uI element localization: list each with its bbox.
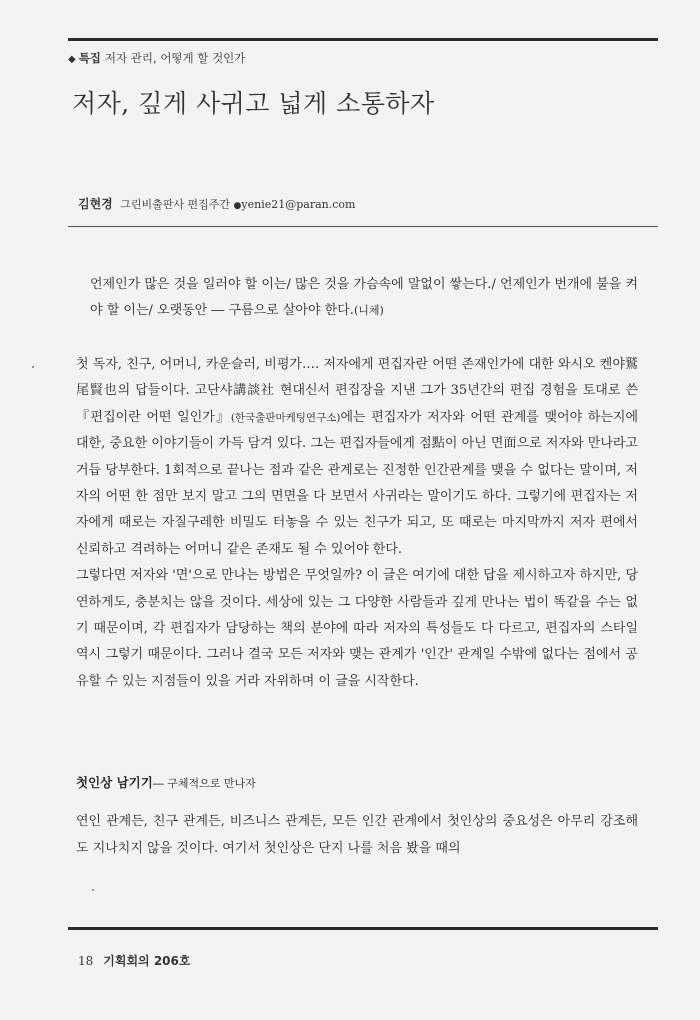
author-name: 김현경 [78,197,113,211]
publisher-note: (한국출판마케팅연구소) [230,411,341,424]
bullet-icon: ● [233,201,242,211]
diamond-icon: ◆ [68,54,76,65]
bottom-rule [68,927,658,930]
article-title: 저자, 깊게 사귀고 넓게 소통하자 [72,89,435,118]
page-footer [78,952,190,969]
section-subhead [76,773,256,791]
epigraph [90,272,638,324]
body-paragraph-1-b: 에는 편집자가 저자와 어떤 관계를 맺어야 하는지에 대한, 중요한 이야기들이 가득 담겨 있다. 그는 편집자들에게 점點이 아닌 면面으로 저자와 만나라고 거듭 당부한다. 1회적으로 끝나는 점과 같은 관계로는 진정한 인간관계를 맺을 수 없다는 말이며, 저자의 어떤 한 점만 보지 말고 그의 면면을 다 보면서 사귀라는 말이기도 하다. 그렇기에 편집자는 저자에게 때로는 자질구레한 비밀도 터놓을 수 있는 친구가 되고, 또 때로는 마지막까지 저자 편에서 신뢰하고 격려하는 어머니 같은 존재도 될 수 있어야 한다. [76,409,638,557]
author-email: yenie21@paran.com [241,198,356,211]
article-body [76,352,638,695]
epigraph-source: (니체) [353,304,384,317]
section-label: 특집 [78,51,101,65]
body-paragraph-3: 연인 관계든, 친구 관계든, 비즈니스 관계든, 모든 인간 관계에서 첫인상의 중요성은 아무리 강조해도 지나치지 않을 것이다. 여기서 첫인상은 단지 나를 처음 봤을 때의 [76,814,638,856]
section-tag [68,50,245,66]
body-paragraph-2: 그렇다면 저자와 '면'으로 만나는 방법은 무엇일까? 이 글은 여기에 대한 답을 제시하고자 하지만, 당연하게도, 충분치는 않을 것이다. 세상에 있는 그 다양한 사람들과 깊게 만나는 법이 똑같을 수는 없기 때문이며, 각 편집자가 담당하는 책의 분야에 따라 저자의 특성들도 다 다르고, 편집자의 스타일 역시 그렇기 때문이다. 그러나 결국 모든 저자와 맺는 관계가 '인간' 관계일 수밖에 없다는 점에서 공유할 수 있는 지점들이 있을 거라 자위하며 이 글을 시작한다. [76,568,638,689]
section-topic: 저자 관리, 어떻게 할 것인가 [104,51,246,65]
page-number: 18 [78,954,94,968]
speck-mark [32,366,34,368]
top-rule [68,38,658,41]
author-affiliation: 그린비출판사 편집주간 [120,198,231,211]
publication-name: 기획회의 206호 [103,954,191,968]
body-paragraph-1 [76,352,638,563]
byline-rule [68,226,658,227]
subhead-title: 첫인상 남기기 [76,775,153,790]
body-paragraph-1-a: 첫 독자, 친구, 어머니, 카운슬러, 비평가…. 저자에게 편집자란 어떤 존재인가에 대한 와시오 켄야鷲尾賢也의 답들이다. 고단샤講談社 현대신서 편집장을 지낸 그가 35년간의 편집 경험을 토대로 쓴 『편집이란 어떤 일인가』 [76,357,638,425]
epigraph-text: 언제인가 많은 것을 일러야 할 이는/ 많은 것을 가슴속에 말없이 쌓는다./ 언제인가 번개에 불을 켜야 할 이는/ 오랫동안 ― 구름으로 살아야 한다. [90,277,638,318]
speck-mark [92,889,94,891]
byline [78,195,355,212]
article-body-continued [76,808,638,862]
subhead-subtitle: ― 구체적으로 만나자 [152,777,256,790]
